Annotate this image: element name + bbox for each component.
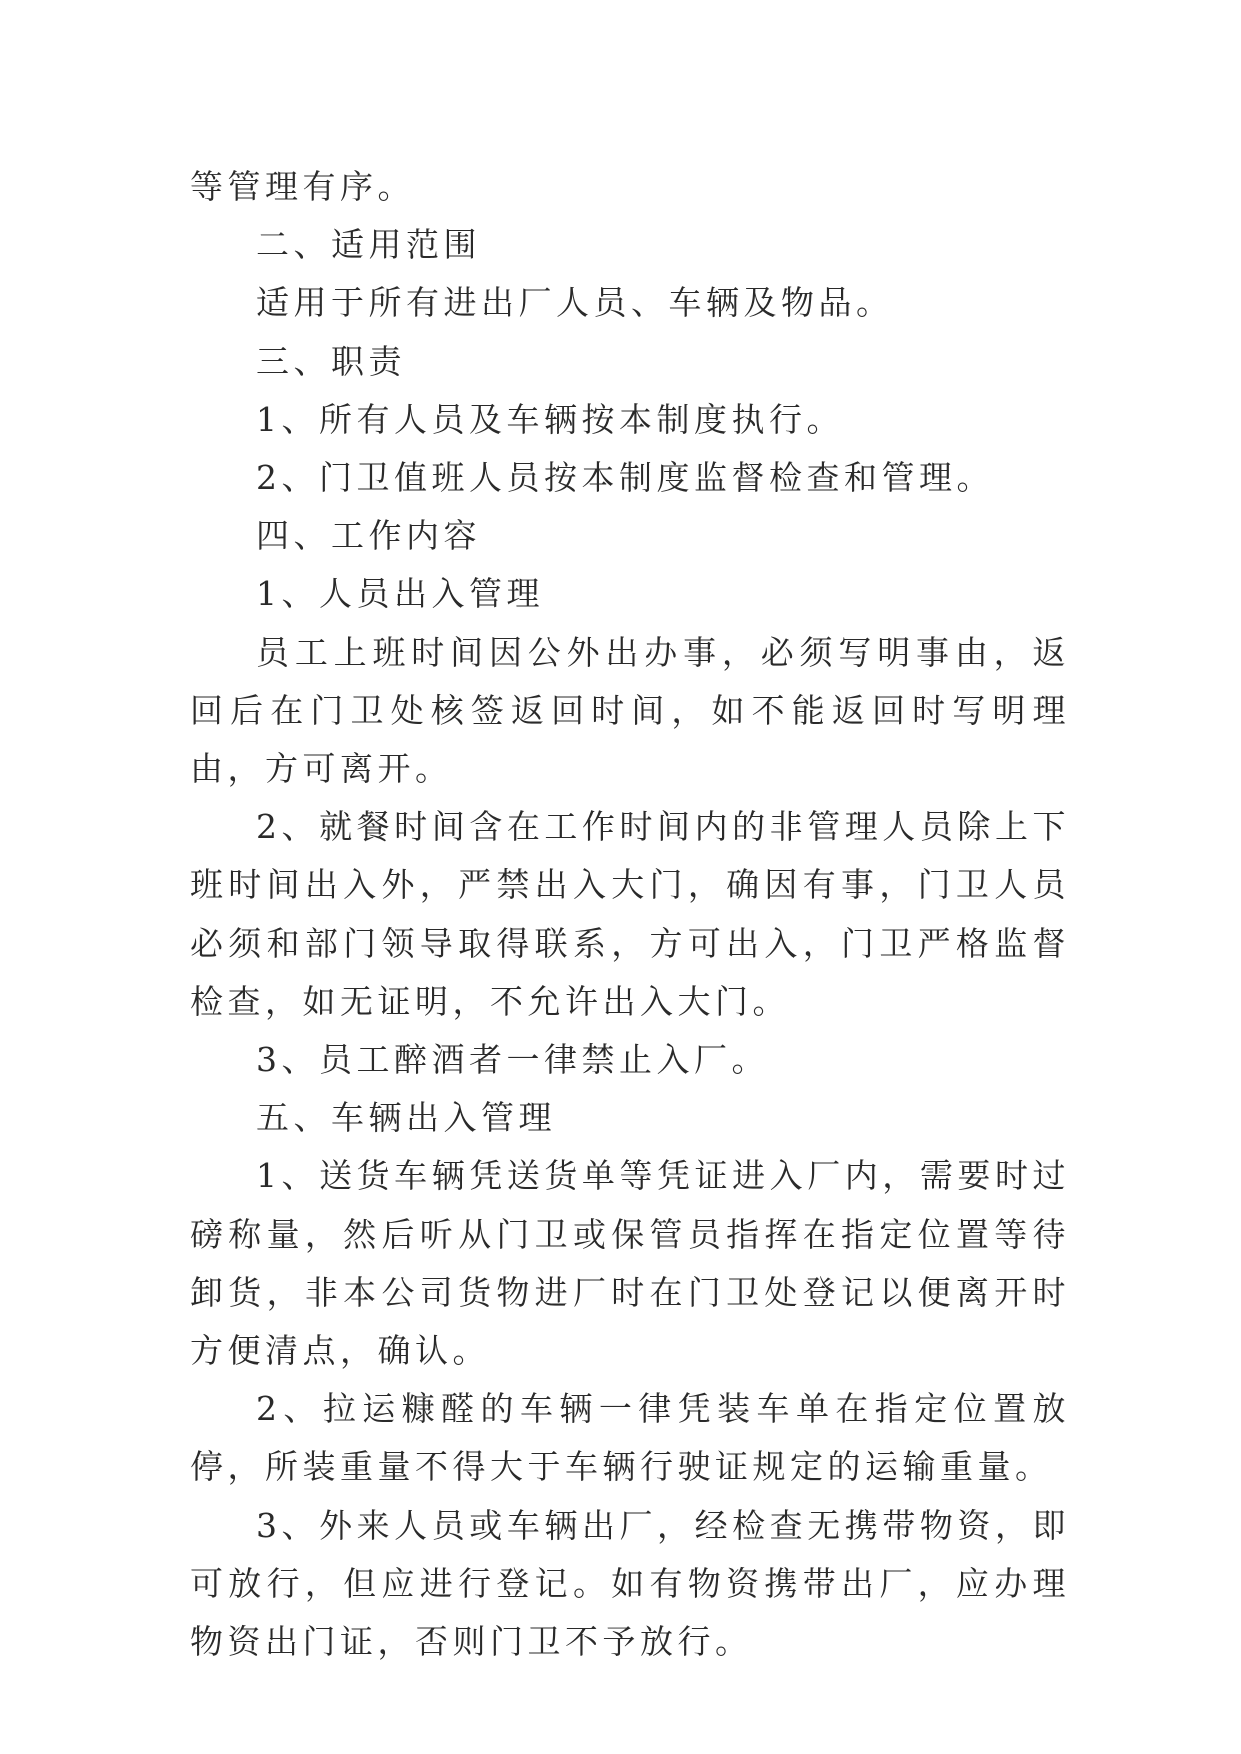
subheading-personnel-access: 1、人员出入管理: [256, 574, 544, 614]
paragraph-duty-2: 2、门卫值班人员按本制度监督检查和管理。: [256, 458, 994, 498]
paragraph-personnel-3: 3、员工醉酒者一律禁止入厂。: [256, 1040, 769, 1080]
paragraph-personnel-1: 员工上班时间因公外出办事，必须写明事由，返回后在门卫处核签返回时间，如不能返回时写明理由，方可离开。: [190, 632, 1070, 789]
paragraph-duty-1: 1、所有人员及车辆按本制度执行。: [256, 399, 844, 439]
paragraph-vehicle-3: 3、外来人员或车辆出厂，经检查无携带物资，即可放行，但应进行登记。如有物资携带出厂，应办理物资出门证，否则门卫不予放行。: [190, 1505, 1070, 1662]
section-heading-scope: 二、适用范围: [256, 225, 481, 265]
document-body: [190, 158, 1070, 1671]
paragraph-vehicle-2: 2、拉运糠醛的车辆一律凭装车单在指定位置放停，所装重量不得大于车辆行驶证规定的运输重量。: [190, 1389, 1070, 1487]
paragraph-continuation: 等管理有序。: [190, 167, 415, 206]
paragraph-personnel-2: 2、就餐时间含在工作时间内的非管理人员除上下班时间出入外，严禁出入大门，确因有事，门卫人员必须和部门领导取得联系，方可出入，门卫严格监督检查，如无证明，不允许出入大门。: [190, 807, 1070, 1021]
paragraph-vehicle-1: 1、送货车辆凭送货单等凭证进入厂内，需要时过磅称量，然后听从门卫或保管员指挥在指定位置等待卸货，非本公司货物进厂时在门卫处登记以便离开时方便清点，确认。: [190, 1156, 1070, 1371]
paragraph-scope: 适用于所有进出厂人员、车辆及物品。: [256, 283, 894, 323]
section-heading-work-content: 四、工作内容: [256, 516, 481, 556]
section-heading-duties: 三、职责: [256, 341, 406, 381]
section-heading-vehicle-access: 五、车辆出入管理: [256, 1098, 556, 1138]
